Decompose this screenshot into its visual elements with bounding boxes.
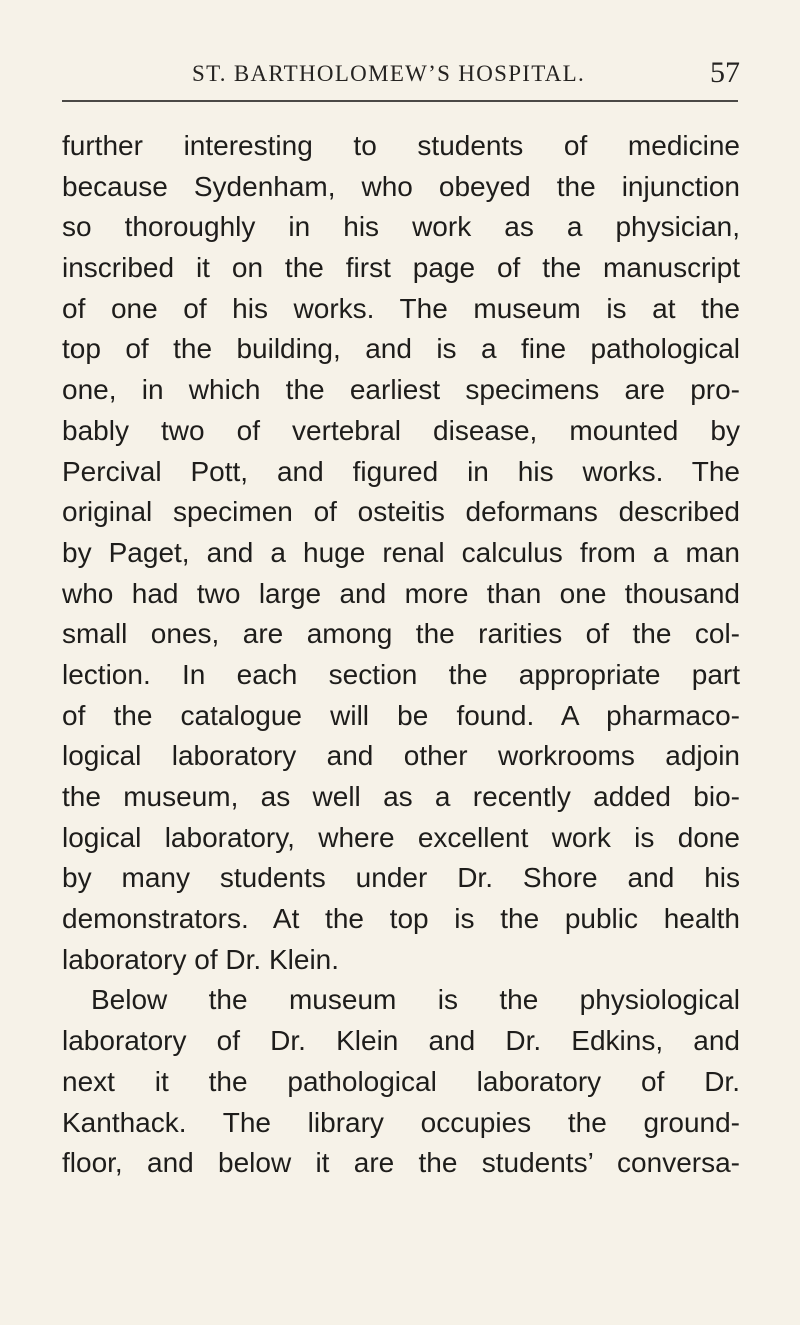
text-line-9: Percival Pott, and figured in his works. The <box>62 455 740 487</box>
text-line-11: by Paget, and a huge renal calculus from a man <box>62 536 740 568</box>
text-line-6: top of the building, and is a fine pathological <box>62 333 740 365</box>
text-line-1: further interesting to students of medicine <box>62 130 740 161</box>
text-line-8: bably two of vertebral disease, mounted by <box>62 414 740 446</box>
text-line-24: next it the pathological laboratory of Dr. <box>62 1065 740 1097</box>
text-line-21: laboratory of Dr. Klein. <box>62 943 340 975</box>
text-line-25: Kanthack. The library occupies the ground- <box>62 1106 740 1138</box>
text-line-12: who had two large and more than one thousand <box>62 577 740 609</box>
text-line-10: original specimen of osteitis deformans described <box>62 496 740 528</box>
text-line-2: because Sydenham, who obeyed the injunction <box>62 170 740 202</box>
text-line-19: by many students under Dr. Shore and his <box>62 862 740 894</box>
text-line-7: one, in which the earliest specimens are pro- <box>62 374 740 406</box>
text-line-3: so thoroughly in his work as a physician, <box>62 211 740 243</box>
text-line-16: logical laboratory and other workrooms adjoin <box>62 740 740 772</box>
text-line-17: the museum, as well as a recently added bio- <box>62 781 740 812</box>
running-head <box>62 58 740 92</box>
running-title: ST. BARTHOLOMEW’S HOSPITAL. <box>192 61 586 86</box>
text-line-22: Below the museum is the physiological <box>91 984 740 1016</box>
text-line-23: laboratory of Dr. Klein and Dr. Edkins, and <box>62 1025 740 1057</box>
text-line-4: inscribed it on the first page of the manuscript <box>62 252 740 284</box>
text-line-20: demonstrators. At the top is the public health <box>62 903 740 935</box>
text-line-15: of the catalogue will be found. A pharmaco- <box>62 699 740 731</box>
text-line-26: floor, and below it are the students’ conversa- <box>62 1147 740 1179</box>
body-text <box>62 126 740 1184</box>
text-line-13: small ones, are among the rarities of the col- <box>62 618 740 650</box>
page-number: 57 <box>710 56 740 89</box>
text-line-5: of one of his works. The museum is at the <box>62 292 740 324</box>
text-line-14: lection. In each section the appropriate part <box>62 658 740 690</box>
header-rule <box>62 100 738 102</box>
text-line-18: logical laboratory, where excellent work is done <box>62 821 740 853</box>
